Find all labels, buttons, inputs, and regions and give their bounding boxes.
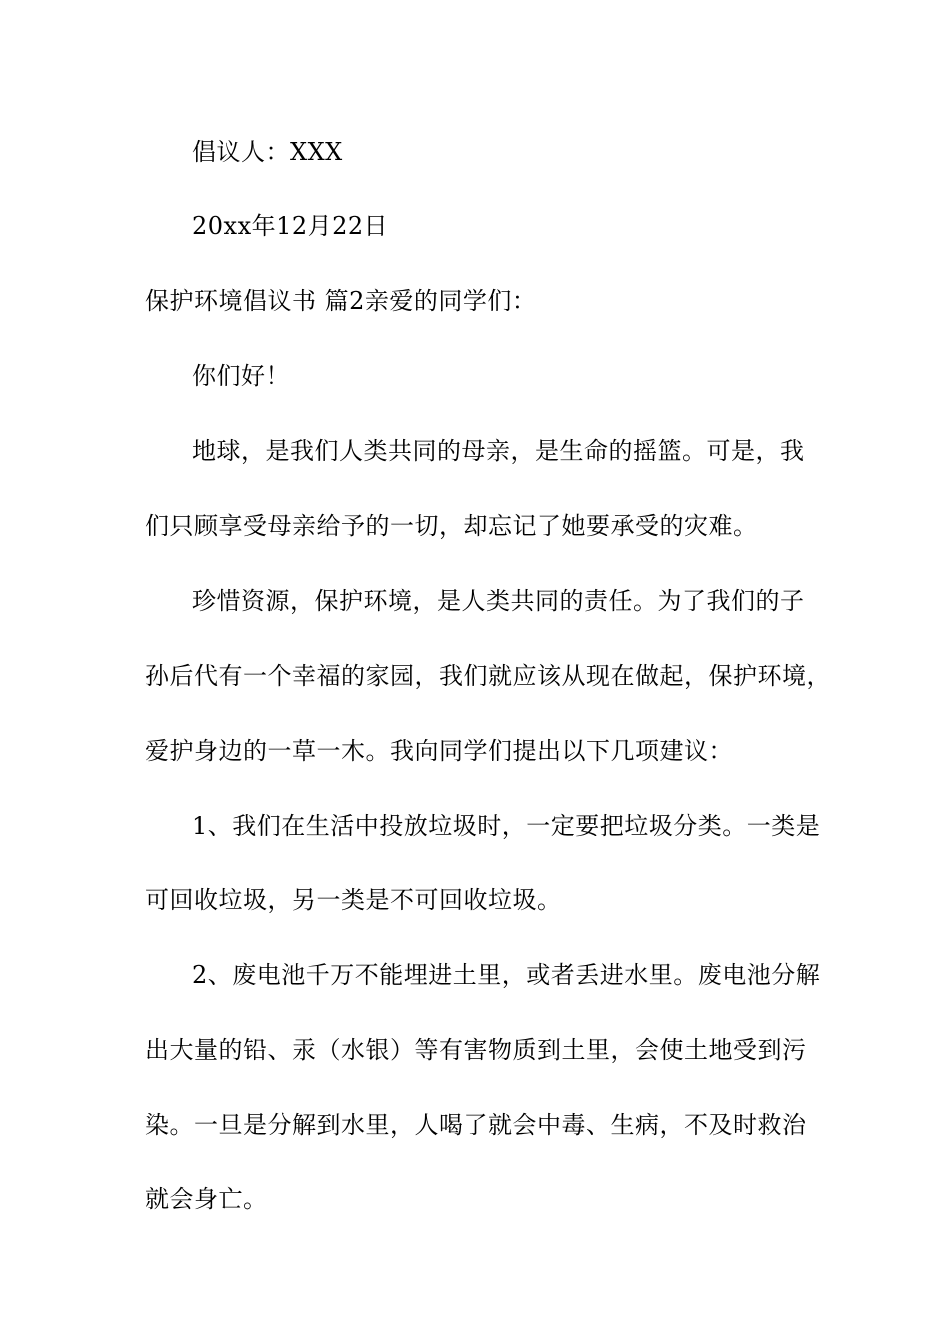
paragraph-line: 爱护身边的一草一木。我向同学们提出以下几项建议： bbox=[145, 737, 733, 765]
paragraph-line: 就会身亡。 bbox=[145, 1185, 268, 1213]
greeting-line: 你们好！ bbox=[192, 362, 290, 390]
paragraph-line: 珍惜资源，保护环境，是人类共同的责任。为了我们的子 bbox=[192, 587, 805, 615]
paragraph-line: 们只顾享受母亲给予的一切，却忘记了她要承受的灾难。 bbox=[145, 512, 758, 540]
paragraph-line: 出大量的铅、汞（水银）等有害物质到土里，会使土地受到污 bbox=[145, 1036, 807, 1064]
paragraph-line: 1、我们在生活中投放垃圾时，一定要把垃圾分类。一类是 bbox=[192, 812, 821, 840]
paragraph-line: 可回收垃圾，另一类是不可回收垃圾。 bbox=[145, 886, 562, 914]
paragraph-line: 2、废电池千万不能埋进土里，或者丢进水里。废电池分解 bbox=[192, 961, 821, 989]
section-heading: 保护环境倡议书 篇2亲爱的同学们： bbox=[145, 287, 537, 315]
paragraph-line: 地球，是我们人类共同的母亲，是生命的摇篮。可是，我 bbox=[192, 437, 805, 465]
paragraph-line: 染。一旦是分解到水里，人喝了就会中毒、生病，不及时救治 bbox=[145, 1111, 807, 1139]
signatory-line: 倡议人：XXX bbox=[192, 138, 343, 166]
paragraph-line: 孙后代有一个幸福的家园，我们就应该从现在做起，保护环境， bbox=[145, 662, 831, 690]
date-line: 20xx年12月22日 bbox=[192, 212, 389, 240]
